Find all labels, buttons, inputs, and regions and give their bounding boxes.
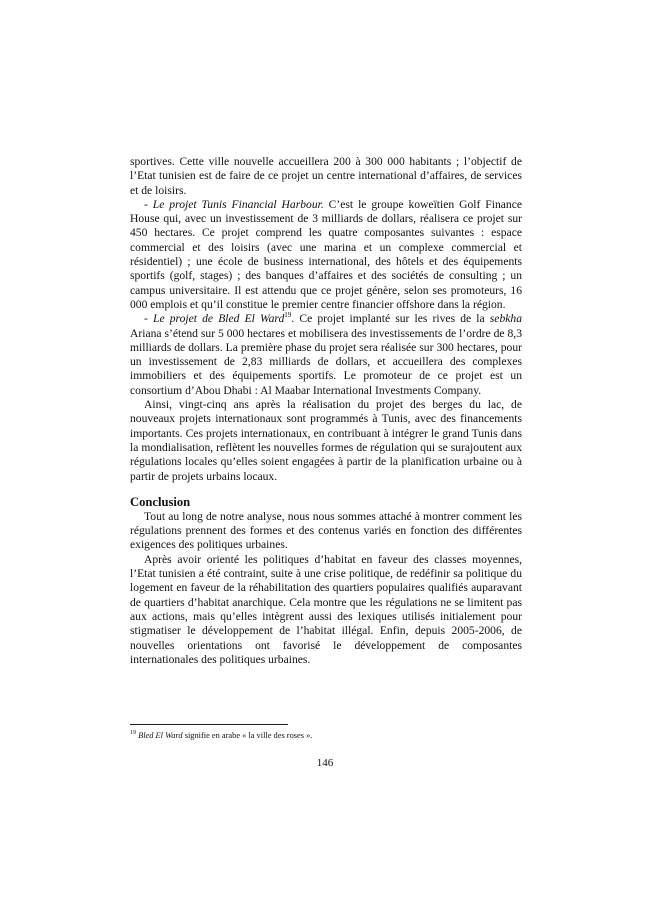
paragraph-text: . Ce projet implanté sur les rives de la <box>291 312 490 326</box>
paragraph-conclusion-2: Après avoir orienté les politiques d’habitat en faveur des classes moyennes, l’Etat tunisien a été contraint, suite à une crise politique, de redéfinir sa politique du logement en faveur de la réhabilitation des quartiers populaires qualifiés auparavant de quartiers d’habitat anarchique. Cela montre que les régulations ne se limitent pas aux actions, mais qu’elles intègrent aussi des lexiques utilisés initialement pour stigmatiser le développement de l’habitat illégal. Enfin, depuis 2005-2006, de nouvelles orientations ont favorisé le développement de composantes internationales des politiques urbaines. <box>130 552 522 666</box>
footnote-separator <box>130 724 288 725</box>
footnote-reference[interactable]: 19 <box>284 311 292 320</box>
paragraph-continuation: sportives. Cette ville nouvelle accueillera 200 à 300 000 habitants ; l’objectif de l’Etat tunisien est de faire de ce projet un centre international d’affaires, de services et de loisirs. <box>130 155 522 197</box>
paragraph-bled-el-ward <box>130 312 522 398</box>
paragraph-conclusion-1: Tout au long de notre analyse, nous nous sommes attaché à montrer comment les régulations prennent des formes et des contenus variés en fonction des différentes exigences des politiques urbaines. <box>130 509 522 552</box>
paragraph-tunis-financial-harbour <box>130 198 522 312</box>
project-title-tunis-financial-harbour: Le projet Tunis Financial Harbour. <box>152 197 324 211</box>
term-sebkha: sebkha <box>489 312 522 326</box>
paragraph-summary: Ainsi, vingt-cinq ans après la réalisation du projet des berges du lac, de nouveaux projets internationaux sont programmés à Tunis, avec des financements importants. Ces projets internationaux, en contribuant à intégrer le grand Tunis dans la mondialisation, reflètent les nouvelles formes de régulation qui se surajoutent aux régulations locales qu’elles soient engagées à partir de la planification urbaine ou à partir de projets urbains locaux. <box>130 398 522 483</box>
page-number: 146 <box>316 757 334 769</box>
footnote <box>130 731 522 741</box>
project-title-bled-el-ward: Le projet de Bled El Ward <box>153 312 285 326</box>
footnote-text: signifie en arabe « la ville des roses ». <box>182 731 313 740</box>
paragraph-text: C’est le groupe koweïtien Golf Finance House qui, avec un investissement de 3 milliards de dollars, réalisera ce projet sur 450 hectares. Ce projet comprend les quatre composantes suivantes : espace commercial et des loisirs (avec une marina et un complexe commercial et résidentiel) ; une école de business international, des hôtels et des équipements sportifs (golf, stages) ; des banques d’affaires et des sociétés de consulting ; un campus universitaire. Il est attendu que ce projet génère, selon ses promoteurs, 16 000 emplois et qu’il constitue le premier centre financier offshore dans la région. <box>130 197 522 311</box>
list-dash: - <box>144 312 153 326</box>
body-text <box>130 155 522 667</box>
footnote-title: Bled El Ward <box>138 731 183 740</box>
section-heading-conclusion: Conclusion <box>130 494 191 509</box>
footnote-number: 19 <box>130 730 136 737</box>
paragraph-text: Ariana s’étend sur 5 000 hectares et mobilisera des investissements de l’ordre de 8,3 milliards de dollars. La première phase du projet sera réalisée sur 300 hectares, pour un investissement de 2,83 milliards de dollars, et accueillera des complexes immobiliers et des équipements sportifs. Le promoteur de ce projet est un consortium d’Abou Dhabi : Al Maabar International Investments Company. <box>130 326 522 397</box>
list-dash: - <box>144 197 153 211</box>
